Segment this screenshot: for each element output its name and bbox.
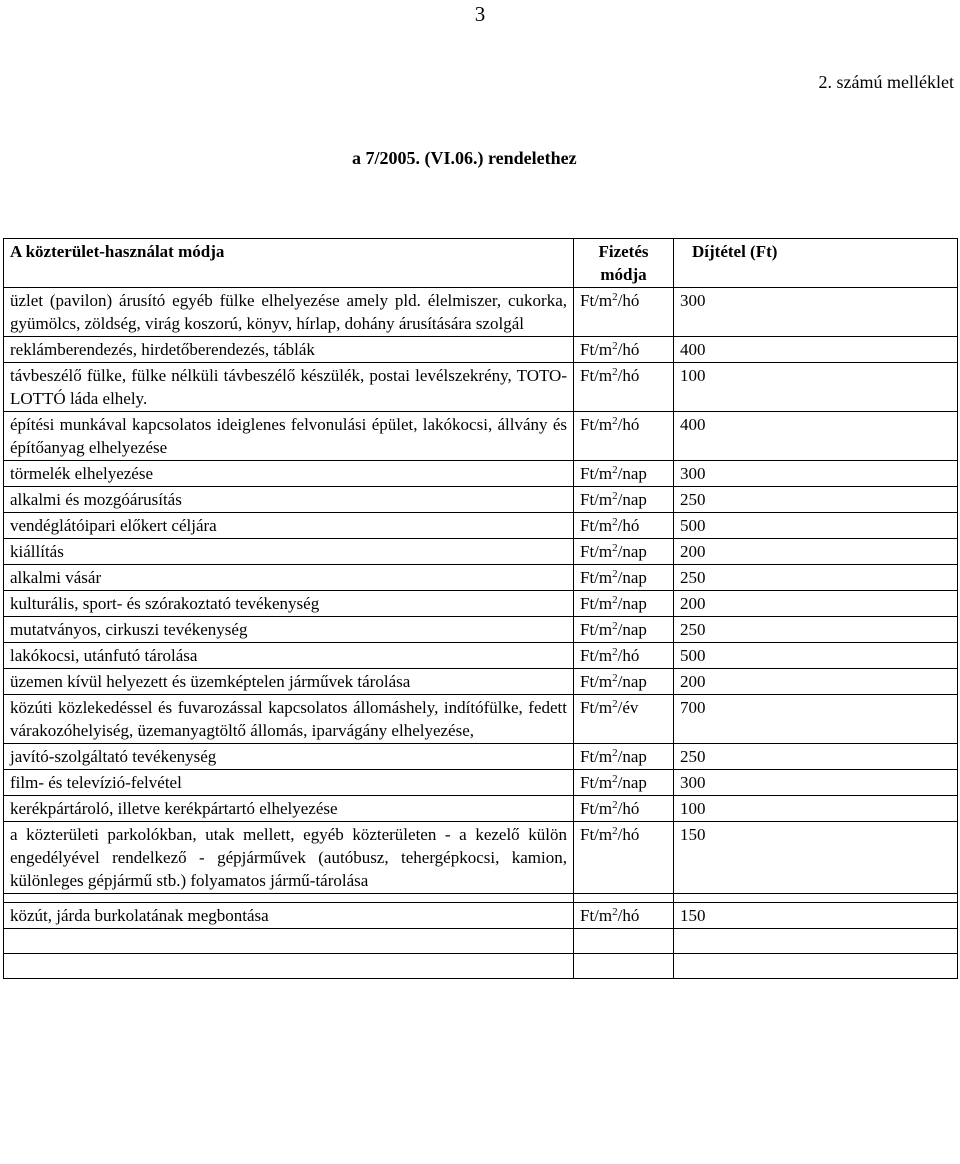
unit-exponent: 2	[612, 340, 618, 352]
rate-cell: 250	[674, 565, 958, 591]
rate-cell: 200	[674, 539, 958, 565]
payment-mode-cell	[574, 903, 674, 929]
unit-prefix: Ft/m	[580, 490, 613, 509]
unit-prefix: Ft/m	[580, 646, 613, 665]
rate-cell: 250	[674, 487, 958, 513]
payment-mode-cell	[574, 591, 674, 617]
payment-mode-cell	[574, 643, 674, 669]
usage-cell: üzlet (pavilon) árusító egyéb fülke elhelyezése amely pld. élelmiszer, cukorka, gyümölcs, zöldség, virág koszorú, könyv, hírlap, dohány árusítására szolgál	[4, 288, 574, 337]
unit-prefix: Ft/m	[580, 799, 613, 818]
usage-cell: alkalmi és mozgóárusítás	[4, 487, 574, 513]
unit-suffix: /hó	[617, 340, 640, 359]
table-row	[4, 643, 958, 669]
unit-suffix: /hó	[617, 415, 640, 434]
unit-exponent: 2	[612, 698, 618, 710]
table-row	[4, 363, 958, 412]
payment-mode-cell	[574, 363, 674, 412]
unit-exponent: 2	[612, 620, 618, 632]
rate-cell: 100	[674, 796, 958, 822]
unit-prefix: Ft/m	[580, 568, 613, 587]
unit-exponent: 2	[612, 672, 618, 684]
unit-prefix: Ft/m	[580, 672, 613, 691]
table-row	[4, 903, 958, 929]
unit-prefix: Ft/m	[580, 773, 613, 792]
unit-prefix: Ft/m	[580, 464, 613, 483]
table-row	[4, 461, 958, 487]
table-row	[4, 412, 958, 461]
unit-exponent: 2	[612, 825, 618, 837]
rate-cell: 300	[674, 461, 958, 487]
table-header-row	[4, 239, 958, 288]
rate-cell: 400	[674, 412, 958, 461]
payment-mode-cell	[574, 695, 674, 744]
unit-suffix: /nap	[617, 542, 647, 561]
unit-exponent: 2	[612, 291, 618, 303]
unit-suffix: /nap	[617, 490, 647, 509]
unit-suffix: /nap	[617, 568, 647, 587]
table-row	[4, 513, 958, 539]
unit-exponent: 2	[612, 366, 618, 378]
table-row	[4, 796, 958, 822]
unit-prefix: Ft/m	[580, 906, 613, 925]
unit-prefix: Ft/m	[580, 366, 613, 385]
usage-cell: üzemen kívül helyezett és üzemképtelen járművek tárolása	[4, 669, 574, 695]
rate-cell: 150	[674, 903, 958, 929]
table-row	[4, 770, 958, 796]
unit-suffix: /év	[617, 698, 639, 717]
unit-suffix: /hó	[617, 825, 640, 844]
payment-mode-cell	[574, 744, 674, 770]
unit-suffix: /nap	[617, 620, 647, 639]
usage-cell: építési munkával kapcsolatos ideiglenes felvonulási épület, lakókocsi, állvány és építőanyag elhelyezése	[4, 412, 574, 461]
usage-cell: távbeszélő fülke, fülke nélküli távbeszélő készülék, postai levélszekrény, TOTO-LOTTÓ láda elhely.	[4, 363, 574, 412]
rate-cell: 200	[674, 669, 958, 695]
table-row	[4, 565, 958, 591]
unit-suffix: /hó	[617, 291, 640, 310]
usage-cell: kulturális, sport- és szórakoztató tevékenység	[4, 591, 574, 617]
usage-cell: film- és televízió-felvétel	[4, 770, 574, 796]
payment-mode-cell	[574, 337, 674, 363]
usage-cell: mutatványos, cirkuszi tevékenység	[4, 617, 574, 643]
unit-suffix: /hó	[617, 906, 640, 925]
page-number: 3	[474, 2, 486, 26]
unit-exponent: 2	[612, 464, 618, 476]
usage-cell: közúti közlekedéssel és fuvarozással kapcsolatos állomáshely, indítófülke, fedett várakozóhelyiség, üzemanyagtöltő állomás, iparvágány elhelyezése,	[4, 695, 574, 744]
payment-mode-cell	[574, 565, 674, 591]
usage-cell: javító-szolgáltató tevékenység	[4, 744, 574, 770]
usage-cell: alkalmi vásár	[4, 565, 574, 591]
unit-exponent: 2	[612, 490, 618, 502]
rate-cell: 300	[674, 770, 958, 796]
empty-row	[4, 929, 958, 954]
unit-exponent: 2	[612, 646, 618, 658]
table-row	[4, 288, 958, 337]
usage-cell: lakókocsi, utánfutó tárolása	[4, 643, 574, 669]
rate-cell: 500	[674, 643, 958, 669]
unit-exponent: 2	[612, 542, 618, 554]
unit-exponent: 2	[612, 568, 618, 580]
unit-suffix: /nap	[617, 594, 647, 613]
unit-suffix: /nap	[617, 672, 647, 691]
unit-prefix: Ft/m	[580, 415, 613, 434]
unit-suffix: /nap	[617, 464, 647, 483]
unit-suffix: /hó	[617, 516, 640, 535]
unit-prefix: Ft/m	[580, 516, 613, 535]
usage-cell: vendéglátóipari előkert céljára	[4, 513, 574, 539]
unit-prefix: Ft/m	[580, 747, 613, 766]
payment-mode-cell	[574, 669, 674, 695]
usage-cell: közút, járda burkolatának megbontása	[4, 903, 574, 929]
rate-cell: 400	[674, 337, 958, 363]
decree-reference: a 7/2005. (VI.06.) rendelethez	[352, 148, 577, 168]
rate-cell: 500	[674, 513, 958, 539]
unit-exponent: 2	[612, 594, 618, 606]
payment-mode-cell	[574, 487, 674, 513]
header-usage: A közterület-használat módja	[4, 239, 574, 288]
unit-prefix: Ft/m	[580, 542, 613, 561]
unit-prefix: Ft/m	[580, 340, 613, 359]
header-rate: Díjtétel (Ft)	[674, 239, 958, 288]
fee-table	[3, 238, 958, 979]
unit-suffix: /hó	[617, 646, 640, 665]
rate-cell: 250	[674, 744, 958, 770]
payment-mode-cell	[574, 412, 674, 461]
table-row	[4, 487, 958, 513]
rate-cell: 200	[674, 591, 958, 617]
table-row	[4, 744, 958, 770]
unit-exponent: 2	[612, 799, 618, 811]
unit-exponent: 2	[612, 906, 618, 918]
payment-mode-cell	[574, 796, 674, 822]
rate-cell: 100	[674, 363, 958, 412]
empty-row	[4, 954, 958, 979]
table-row	[4, 669, 958, 695]
table-row	[4, 539, 958, 565]
unit-suffix: /hó	[617, 799, 640, 818]
header-payment-mode: Fizetés módja	[574, 239, 674, 288]
rate-cell: 250	[674, 617, 958, 643]
payment-mode-cell	[574, 461, 674, 487]
unit-prefix: Ft/m	[580, 698, 613, 717]
unit-suffix: /nap	[617, 747, 647, 766]
usage-cell: kerékpártároló, illetve kerékpártartó elhelyezése	[4, 796, 574, 822]
table-row	[4, 822, 958, 894]
payment-mode-cell	[574, 513, 674, 539]
usage-cell: kiállítás	[4, 539, 574, 565]
table-row	[4, 617, 958, 643]
rate-cell: 700	[674, 695, 958, 744]
rate-cell: 300	[674, 288, 958, 337]
payment-mode-cell	[574, 288, 674, 337]
payment-mode-cell	[574, 822, 674, 894]
unit-exponent: 2	[612, 773, 618, 785]
unit-suffix: /hó	[617, 366, 640, 385]
unit-suffix: /nap	[617, 773, 647, 792]
table-row	[4, 695, 958, 744]
unit-exponent: 2	[612, 516, 618, 528]
payment-mode-cell	[574, 617, 674, 643]
table-row	[4, 591, 958, 617]
usage-cell: reklámberendezés, hirdetőberendezés, táblák	[4, 337, 574, 363]
unit-exponent: 2	[612, 747, 618, 759]
spacer-row	[4, 894, 958, 903]
unit-prefix: Ft/m	[580, 825, 613, 844]
usage-cell: a közterületi parkolókban, utak mellett, egyéb közterületen - a kezelő külön engedélyével rendelkező - gépjárművek (autóbusz, tehergépkocsi, kamion, különleges gépjármű stb.) folyamatos jármű-tárolása	[4, 822, 574, 894]
usage-cell: törmelék elhelyezése	[4, 461, 574, 487]
rate-cell: 150	[674, 822, 958, 894]
fee-table-body	[4, 288, 958, 979]
annex-label: 2. számú melléklet	[818, 72, 954, 92]
unit-prefix: Ft/m	[580, 620, 613, 639]
unit-prefix: Ft/m	[580, 291, 613, 310]
payment-mode-cell	[574, 539, 674, 565]
unit-prefix: Ft/m	[580, 594, 613, 613]
unit-exponent: 2	[612, 415, 618, 427]
table-row	[4, 337, 958, 363]
payment-mode-cell	[574, 770, 674, 796]
